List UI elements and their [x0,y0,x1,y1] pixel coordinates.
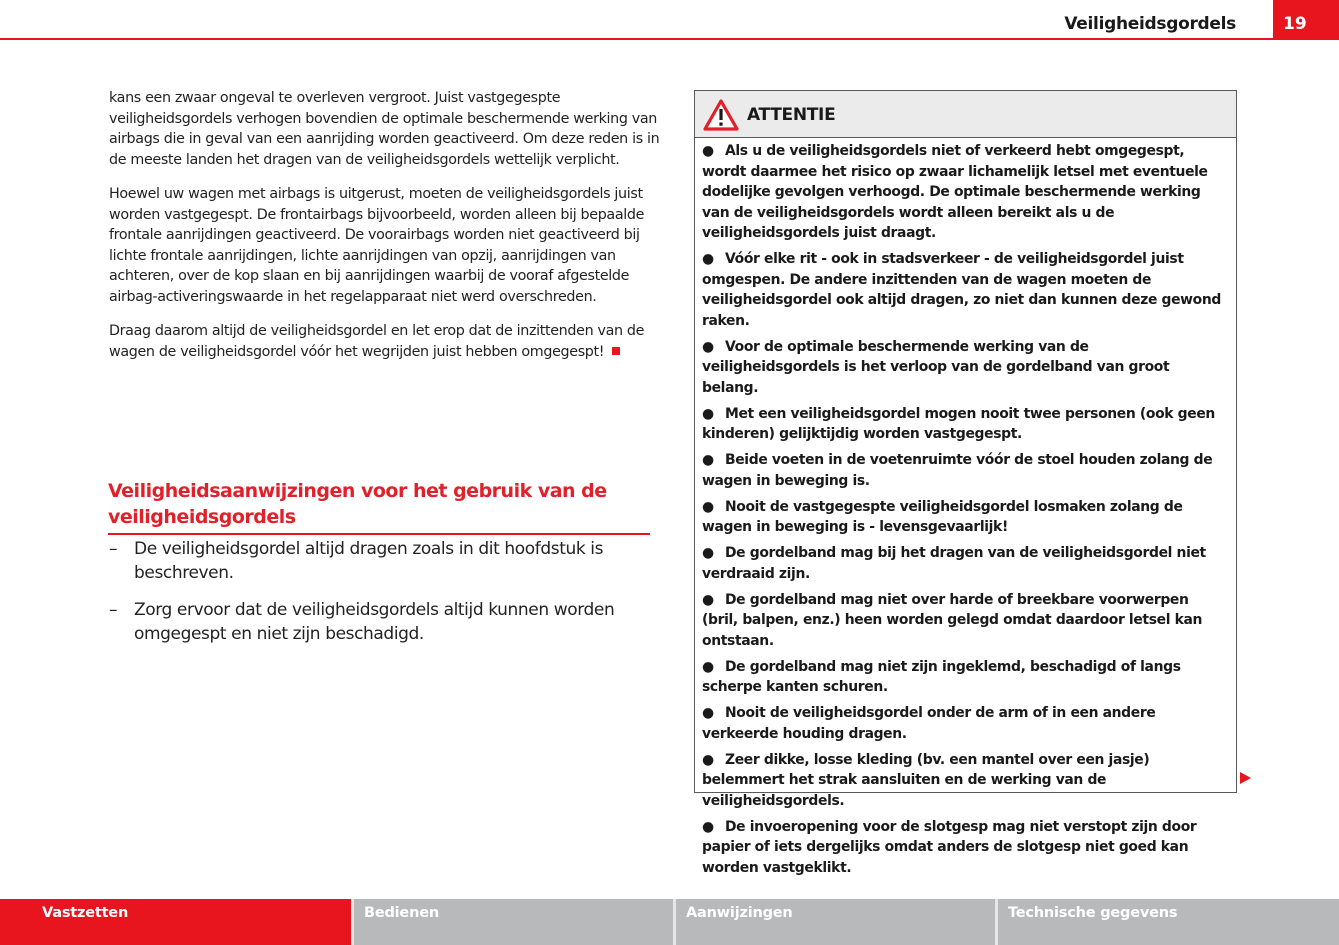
bullet-icon: ● [702,452,714,468]
bullet-icon: ● [702,498,714,515]
bullet-icon: ● [702,405,714,422]
warning-item-text: Voor de optimale beschermende werking van de veiligheidsgordels is het verloop van de gordelband van groot belang. [702,338,1170,396]
list-item-text: Zorg ervoor dat de veiligheidsgordels altijd kunnen worden omgegespt en niet zijn beschadigd. [134,600,615,644]
header-divider [0,38,1339,40]
paragraph-with-end-mark [109,321,665,362]
tab-vastzetten[interactable]: Vastzetten [0,899,354,945]
page-header [0,0,1339,41]
bullet-icon: ● [702,545,714,561]
bullet-icon: ● [702,143,714,159]
page-number: 19 [1273,0,1339,40]
warning-item-text: De gordelband mag niet over harde of breekbare voorwerpen (bril, balpen, enz.) heen worden gelegd omdat daardoor letsel kan ontstaan. [702,591,1203,649]
warning-header [695,91,1236,138]
dash-bullet-icon: – [109,539,118,559]
warning-item-text: Met een veiligheidsgordel mogen nooit twee personen (ook geen kinderen) gelijktijdig worden vastgegespt. [702,405,1215,442]
warning-item [702,450,1228,491]
tab-technische-gegevens[interactable]: Technische gegevens [998,899,1339,945]
dash-list [109,537,654,659]
paragraph: Hoewel uw wagen met airbags is uitgerust, moeten de veiligheidsgordels juist worden vastgegespt. De frontairbags bijvoorbeeld, worden alleen bij bepaalde frontale aanrijdingen geactiveerd. De voorairbags worden niet geactiveerd bij lichte frontale aanrijdingen, lichte aanrijdingen van opzij, aanrijdingen van achteren, over de kop slaan en bij aanrijdingen waarbij de vooraf afgestelde airbag-activeringswaarde in het regelapparaat niet werd overschreden. [109,186,645,305]
warning-item [702,750,1228,812]
warning-item-text: Nooit de vastgegespte veiligheidsgordel losmaken zolang de wagen in beweging is - levensgevaarlijk! [702,498,1183,535]
warning-item [702,657,1228,698]
dash-bullet-icon: – [109,600,118,620]
list-item [109,598,654,646]
warning-item [702,497,1228,538]
warning-item [702,817,1228,879]
warning-item [702,141,1228,244]
section-heading: Veiligheidsaanwijzingen voor het gebruik van de veiligheidsgordels [108,478,650,535]
paragraph: kans een zwaar ongeval te overleven vergroot. Juist vastgegespte veiligheidsgordels verhogen bovendien de optimale beschermende werking van airbags die in geval van een aanrijding worden geactiveerd. Om deze reden is in de meeste landen het dragen van de veiligheidsgordels wettelijk verplicht. [109,90,660,168]
tab-bedienen[interactable]: Bedienen [354,899,676,945]
chapter-nav [0,899,1339,945]
warning-item-text: De gordelband mag niet zijn ingeklemd, beschadigd of langs scherpe kanten schuren. [702,658,1181,695]
warning-item [702,703,1228,744]
continue-arrow-icon [1240,772,1251,784]
warning-item-text: De gordelband mag bij het dragen van de veiligheidsgordel niet verdraaid zijn. [702,545,1206,582]
warning-item-text: Nooit de veiligheidsgordel onder de arm of in een andere verkeerde houding dragen. [702,705,1156,742]
warning-item-text: Beide voeten in de voetenruimte vóór de stoel houden zolang de wagen in beweging is. [702,452,1213,489]
bullet-icon: ● [702,338,714,355]
bullet-icon: ● [702,818,714,835]
end-of-section-square-icon [612,347,620,355]
chapter-title: Veiligheidsgordels [1064,14,1236,34]
left-column [109,88,665,376]
bullet-icon: ● [702,591,714,608]
warning-item-text: De invoeropening voor de slotgesp mag niet verstopt zijn door papier of iets dergelijks omdat anders de slotgesp niet goed kan worden vastgeklikt. [702,818,1197,876]
warning-item [702,543,1228,584]
warning-item [702,337,1228,399]
warning-title: ATTENTIE [747,105,836,125]
warning-box [694,90,1237,876]
warning-item [702,404,1228,445]
warning-triangle-icon [703,99,739,131]
list-item-text: De veiligheidsgordel altijd dragen zoals in dit hoofdstuk is beschreven. [134,539,604,583]
warning-list [695,138,1236,878]
bullet-icon: ● [702,251,714,267]
warning-item [702,249,1228,331]
list-item [109,537,654,585]
bullet-icon: ● [702,705,714,721]
warning-item-text: Als u de veiligheidsgordels niet of verkeerd hebt omgegespt, wordt daarmee het risico op zwaar lichamelijk letsel met eventuele dodelijke gevolgen verhoogd. De optimale beschermende werking van de veiligheidsgordels wordt alleen bereikt als u de veiligheidsgordels juist draagt. [702,143,1208,241]
warning-item [702,590,1228,652]
tab-aanwijzingen[interactable]: Aanwijzingen [676,899,998,945]
bullet-icon: ● [702,751,714,768]
warning-item-text: Zeer dikke, losse kleding (bv. een mantel over een jasje) belemmert het strak aansluiten en de werking van de veiligheidsgordels. [702,751,1150,809]
paragraph-text: Draag daarom altijd de veiligheidsgordel en let erop dat de inzittenden van de wagen de veiligheidsgordel vóór het wegrijden juist hebben omgegespt! [109,323,645,360]
bullet-icon: ● [702,658,714,675]
warning-item-text: Vóór elke rit - ook in stadsverkeer - de veiligheidsgordel juist omgespen. De andere inzittenden van de wagen moeten de veiligheidsgordel ook altijd dragen, zo niet dan kunnen deze gewond raken. [702,251,1221,329]
